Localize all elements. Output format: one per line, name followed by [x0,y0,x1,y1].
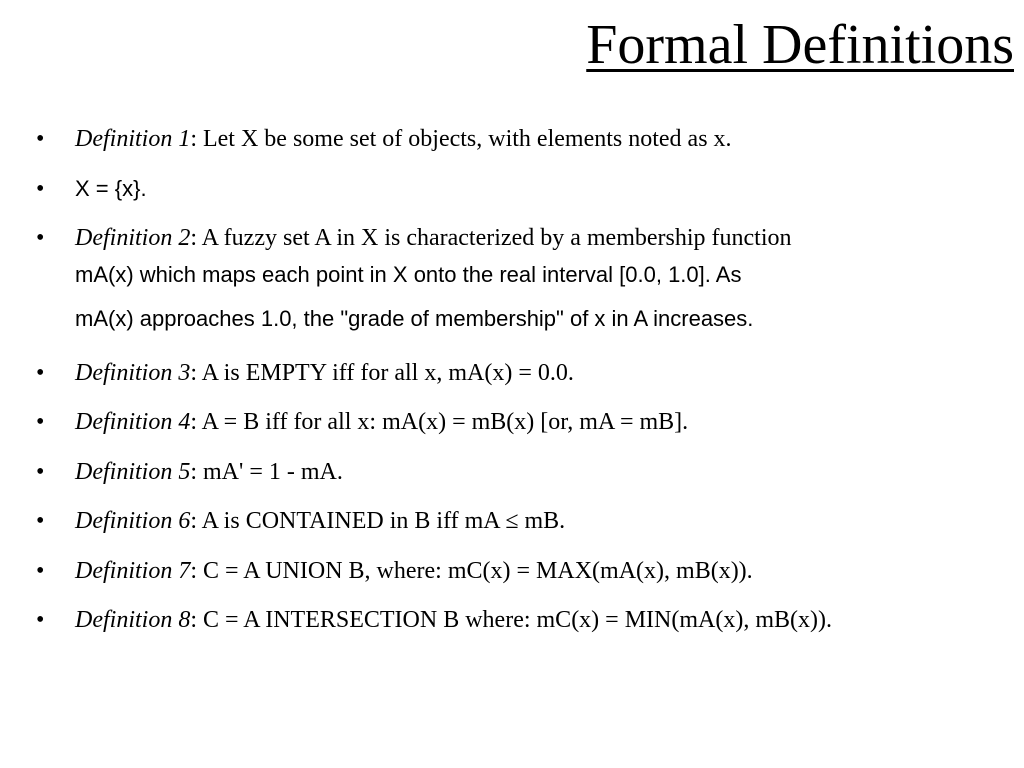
item-text [75,506,975,536]
definition-term: Definition 5 [75,459,191,485]
item-text [75,605,975,635]
definition-body: : C = A INTERSECTION B where: mC(x) = MIN(mA(x), mB(x)). [190,607,832,633]
definition-body: : A is CONTAINED in B iff mA ≤ mB. [190,508,566,534]
definition-term: Definition 2 [75,225,191,251]
definition-term: Definition 8 [75,607,191,633]
bullet-icon: • [36,409,45,435]
definition-body: : A = B iff for all x: mA(x) = mB(x) [or, mA = mB]. [190,409,689,435]
bullet-icon: • [36,459,45,485]
definition-term: Definition 1 [75,126,191,152]
definition-body: : Let X be some set of objects, with elements noted as x. [190,126,732,152]
definition-term: Definition 7 [75,558,191,584]
definition-body: : A is EMPTY iff for all x, mA(x) = 0.0. [190,360,574,386]
bullet-icon: • [36,558,45,584]
slide-title: Formal Definitions [586,14,1014,76]
definition-body: : C = A UNION B, where: mC(x) = MAX(mA(x), mB(x)). [190,558,753,584]
definition-line-2: mA(x) which maps each point in X onto the real interval [0.0, 1.0]. As [75,262,742,287]
definition-term: Definition 4 [75,409,191,435]
bullet-icon: • [36,508,45,534]
definition-term: Definition 3 [75,360,191,386]
bullet-icon: • [36,360,45,386]
bullet-icon: • [36,607,45,633]
item-text [75,358,975,388]
item-text [75,174,975,204]
set-notation-text: X = {x}. [75,176,147,201]
bullet-icon: • [36,126,45,152]
item-text [75,407,975,437]
definition-term: Definition 6 [75,508,191,534]
bullet-icon: • [36,225,45,251]
definition-line-3: mA(x) approaches 1.0, the "grade of membership" of x in A increases. [75,306,754,331]
definition-body: : mA' = 1 - mA. [190,459,343,485]
bullet-icon: • [36,176,45,202]
item-text [75,556,975,586]
definition-line-1 [75,223,975,253]
item-text [75,457,975,487]
item-text [75,223,975,341]
item-text [75,124,975,154]
definition-body: : A fuzzy set A in X is characterized by a membership function [190,225,792,251]
